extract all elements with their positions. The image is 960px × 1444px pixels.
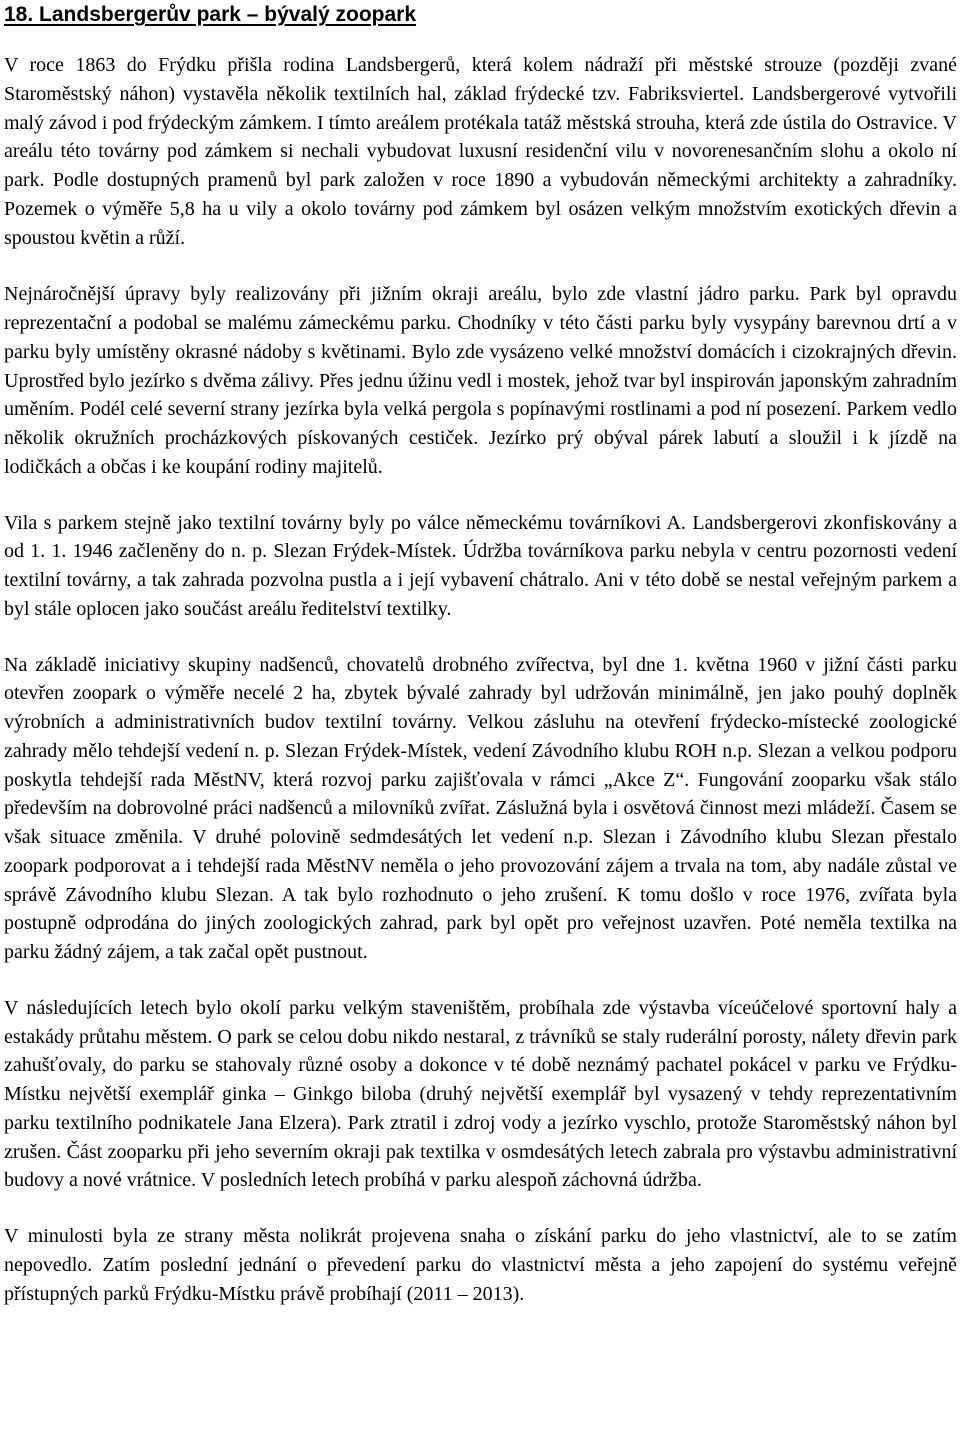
paragraph-3: Vila s parkem stejně jako textilní továrny byly po válce německému továrníkovi A. Landsbergerovi zkonfiskovány a od 1. 1. 1946 začleněny do n. p. Slezan Frýdek-Místek. Údržba továrníkova parku nebyla v centru pozornosti vedení textilní továrny, a tak zahrada pozvolna pustla a i její vybavení chátralo. Ani v této době se nestal veřejným parkem a byl stále oplocen jako součást areálu ředitelství textilky. xyxy=(4,511,957,620)
paragraph-5: V následujících letech bylo okolí parku velkým staveništěm, probíhala zde výstavba víceúčelové sportovní haly a estakády průtahu městem. O park se celou dobu nikdo nestaral, z trávníků se staly ruderální porosty, nálety dřevin park zahušťovaly, do parku se stahovaly různé osoby a dokonce v té době neznámý pachatel pokácel v parku ve Frýdku-Místku největší exemplář ginka – Ginkgo biloba (druhý největší exemplář byl vysazený v tehdy reprezentativním parku textilního podnikatele Jana Elzera). Park ztratil i zdroj vody a jezírko vyschlo, protože Staroměstský náhon byl zrušen. Část zooparku při jeho severním okraji pak textilka v osmdesátých letech zabrala pro výstavbu administrativní budovy a nové vrátnice. V posledních letech probíhá v parku alespoň záchovná údržba. xyxy=(4,996,957,1192)
page-title: 18. Landsbergerův park – bývalý zoopark xyxy=(4,3,417,26)
paragraph-4: Na základě iniciativy skupiny nadšenců, chovatelů drobného zvířectva, byl dne 1. května 1960 v jižní části parku otevřen zoopark o výměře necelé 2 ha, zbytek bývalé zahrady byl udržován minimálně, jen jako pouhý doplněk výrobních a administrativních budov textilní továrny. Velkou zásluhu na otevření frýdecko-místecké zoologické zahrady mělo tehdejší vedení n. p. Slezan Frýdek-Místek, vedení Závodního klubu ROH n.p. Slezan a velkou podporu poskytla tehdejší rada MěstNV, která rozvoj parku zajišťovala v rámci „Akce Z“. Fungování zooparku však stálo především na dobrovolné práci nadšenců a milovníků zvířat. Záslužná byla i osvětová činnost mezi mládeží. Časem se však situace změnila. V druhé polovině sedmdesátých let vedení n.p. Slezan i Závodního klubu Slezan přestalo zoopark podporovat a i tehdejší rada MěstNV neměla o jeho provozování zájem a trvala na tom, aby nadále zůstal ve správě Závodního klubu Slezan. A tak bylo rozhodnuto o jeho zrušení. K tomu došlo v roce 1976, zvířata byla postupně odprodána do jiných zoologických zahrad, park byl opět pro veřejnost uzavřen. Poté neměla textilka na parku žádný zájem, a tak začal opět pustnout. xyxy=(4,653,957,963)
paragraph-1: V roce 1863 do Frýdku přišla rodina Landsbergerů, která kolem nádraží při městské strouze (později zvané Staroměstský náhon) vystavěla několik textilních hal, základ frýdecké tzv. Fabriksviertel. Landsbergerové vytvořili malý závod i pod frýdeckým zámkem. I tímto areálem protékala tatáž městská strouha, která zde ústila do Ostravice. V areálu této továrny pod zámkem si nechali vybudovat luxusní residenční vilu v novorenesančním slohu a okolo ní park. Podle dostupných pramenů byl park založen v roce 1890 a vybudován německými architekty a zahradníky. Pozemek o výměře 5,8 ha u vily a okolo továrny pod zámkem byl osázen velkým množstvím exotických dřevin a spoustou květin a růží. xyxy=(4,54,957,249)
paragraph-2: Nejnáročnější úpravy byly realizovány při jižním okraji areálu, bylo zde vlastní jádro parku. Park byl opravdu reprezentační a podobal se malému zámeckému parku. Chodníky v této části parku byly vysypány barevnou drtí a v parku byly umístěny okrasné nádoby s květinami. Bylo zde vysázeno velké množství domácích i cizokrajných dřevin. Uprostřed bylo jezírko s dvěma zálivy. Přes jednu úžinu vedl i mostek, jehož tvar byl inspirován japonským zahradním uměním. Podél celé severní strany jezírka byla velká pergola s popínavými rostlinami a pod ní posezení. Parkem vedlo několik okružních procházkových pískovaných cestiček. Jezírko prý obýval párek labutí a sloužil i k jízdě na lodičkách a občas i ke koupání rodiny majitelů. xyxy=(4,283,957,478)
paragraph-6: V minulosti byla ze strany města nolikrát projevena snaha o získání parku do jeho vlastnictví, ale to se zatím nepovedlo. Zatím poslední jednání o převedení parku do vlastnictví města a jeho zapojení do systému veřejně přístupných parků Frýdku-Místku právě probíhají (2011 – 2013). xyxy=(4,1225,957,1305)
